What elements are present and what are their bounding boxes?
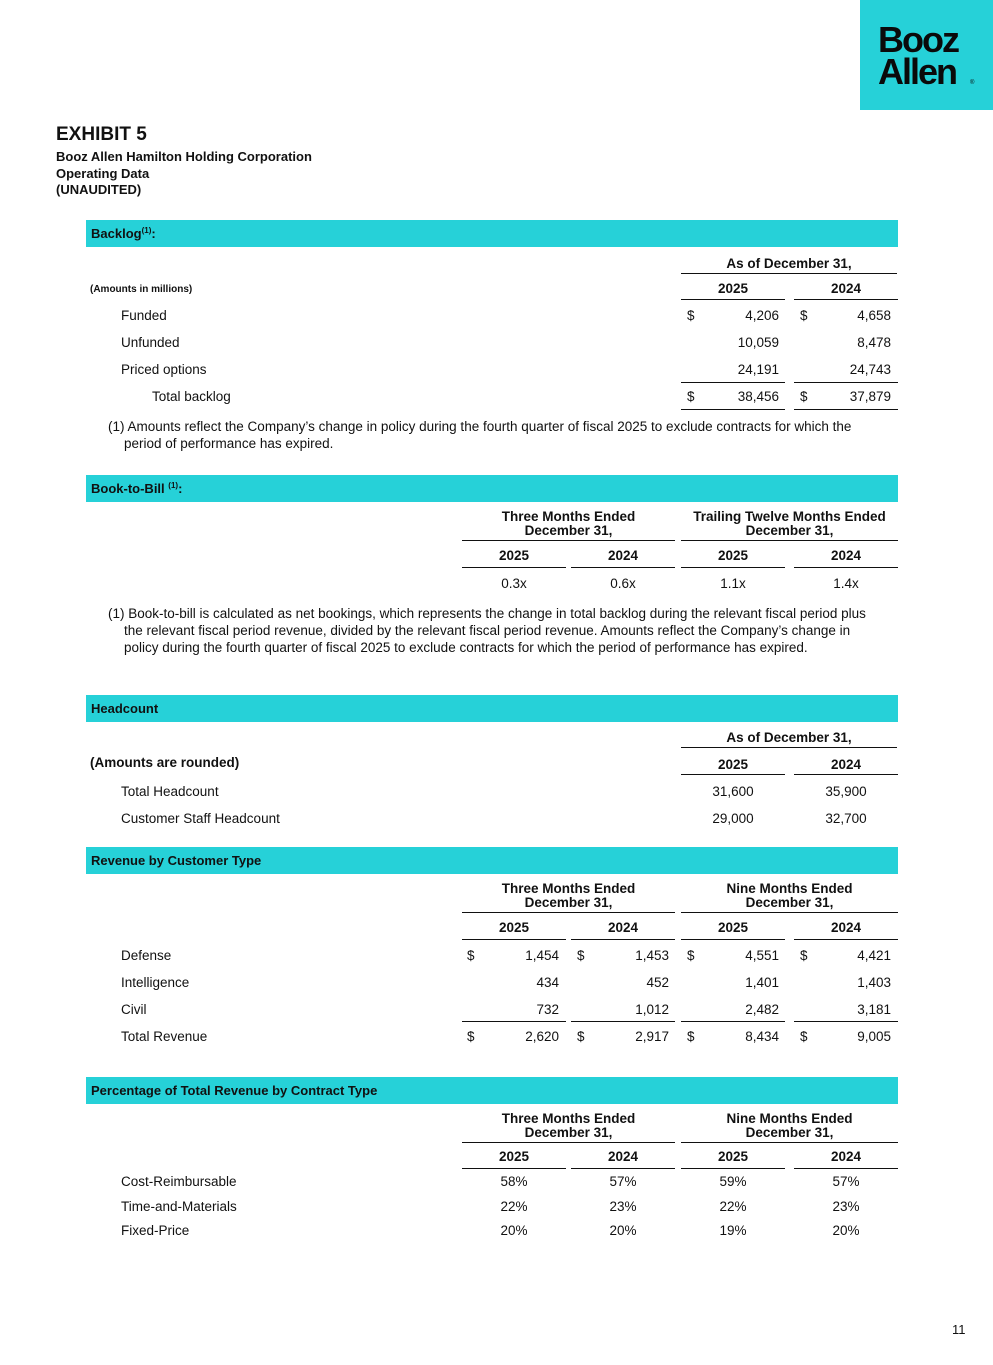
logo-word-booz: Booz [878, 19, 958, 60]
rev-value: 8,434 [745, 1029, 779, 1044]
backlog-period-header: As of December 31, [726, 256, 852, 271]
rev-col-header: 2025 [717, 920, 749, 935]
btb-col-header: 2025 [717, 548, 749, 563]
book-to-bill-footnote: (1) Book-to-bill is calculated as net bookings, which represents the change in total backlog during the relevant fiscal period plus the relevant fiscal period revenue, divided by the relevant fiscal period revenue. Amounts reflect the Company’s change in policy during the fourth quarter of fiscal 2025 to exclude contracts for which the period of performance has expired. [108, 606, 866, 655]
ct-value: 20% [500, 1223, 528, 1238]
row-label: Unfunded [121, 335, 180, 350]
headcount-col-2025: 2025 [717, 757, 749, 772]
rev-group2-rule [681, 912, 898, 913]
headcount-period-header: As of December 31, [726, 730, 852, 745]
backlog-col-2024: 2024 [830, 281, 862, 296]
value-2024: 35,900 [825, 784, 867, 799]
rev-value: 434 [536, 975, 559, 990]
btb-group1-line1: Three Months Ended [501, 509, 636, 524]
currency-symbol: $ [800, 308, 808, 323]
ct-group1-line1: Three Months Ended [501, 1111, 636, 1126]
ct-value: 22% [719, 1199, 747, 1214]
row-label: Customer Staff Headcount [121, 811, 280, 826]
currency-symbol: $ [577, 948, 585, 963]
btb-col-header: 2024 [607, 548, 639, 563]
value-2024: 4,658 [857, 308, 891, 323]
backlog-section-header [86, 220, 898, 247]
total-rule [681, 409, 785, 410]
backlog-col-2025: 2025 [717, 281, 749, 296]
subtotal-rule [571, 1021, 675, 1022]
backlog-title-colon: : [151, 226, 156, 241]
rev-value: 3,181 [857, 1002, 891, 1017]
btb-col-header: 2024 [830, 548, 862, 563]
logo-word-allen: Allen [878, 51, 957, 92]
ct-value: 19% [719, 1223, 747, 1238]
rev-col-rule [794, 939, 898, 940]
rev-group2-line2: December 31, [745, 895, 834, 910]
rev-col-header: 2024 [830, 920, 862, 935]
currency-symbol: $ [800, 389, 808, 404]
row-label: Civil [121, 1002, 147, 1017]
ct-value: 57% [832, 1174, 860, 1189]
rev-value: 2,620 [525, 1029, 559, 1044]
ct-col-header: 2024 [830, 1149, 862, 1164]
ct-col-rule [571, 1168, 675, 1169]
row-label: Time-and-Materials [121, 1199, 237, 1214]
rev-value: 1,453 [635, 948, 669, 963]
btb-group2-line2: December 31, [745, 523, 834, 538]
headcount-col-rule [794, 774, 898, 775]
backlog-col-rule [794, 299, 898, 300]
row-label: Funded [121, 308, 167, 323]
rev-value: 452 [646, 975, 669, 990]
btb-col-rule [794, 567, 898, 568]
rev-group2-line1: Nine Months Ended [726, 881, 853, 896]
btb-col-rule [681, 567, 785, 568]
contract-type-title: Percentage of Total Revenue by Contract Type [91, 1083, 378, 1098]
rev-col-rule [571, 939, 675, 940]
rev-value: 9,005 [857, 1029, 891, 1044]
row-label: Total backlog [152, 389, 231, 404]
ct-value: 20% [609, 1223, 637, 1238]
btb-col-rule [571, 567, 675, 568]
ct-col-rule [462, 1168, 566, 1169]
book-to-bill-title: Book-to-Bill [91, 481, 165, 496]
value-2024: 32,700 [825, 811, 867, 826]
currency-symbol: $ [687, 1029, 695, 1044]
ct-value: 23% [832, 1199, 860, 1214]
contract-type-section-header [86, 1077, 898, 1104]
value-2024: 8,478 [857, 335, 891, 350]
booz-allen-logo [860, 0, 993, 110]
btb-col-rule [462, 567, 566, 568]
headcount-col-2024: 2024 [830, 757, 862, 772]
btb-group1-line2: December 31, [524, 523, 613, 538]
rev-value: 732 [536, 1002, 559, 1017]
rev-group1-line1: Three Months Ended [501, 881, 636, 896]
btb-value: 0.6x [610, 576, 636, 591]
btb-group1-header [462, 510, 675, 538]
value-2024: 37,879 [849, 389, 891, 404]
subtotal-rule [794, 1021, 898, 1022]
rev-value: 2,482 [745, 1002, 779, 1017]
currency-symbol: $ [687, 948, 695, 963]
ct-group2-header [681, 1112, 898, 1140]
value-2025: 24,191 [737, 362, 779, 377]
rev-value: 4,551 [745, 948, 779, 963]
currency-symbol: $ [800, 948, 808, 963]
currency-symbol: $ [800, 1029, 808, 1044]
headcount-period-rule [681, 747, 897, 748]
ct-group1-rule [462, 1142, 675, 1143]
subtotal-rule [794, 382, 898, 383]
rev-value: 1,403 [857, 975, 891, 990]
headcount-amounts-label: (Amounts are rounded) [90, 755, 240, 770]
ct-value: 23% [609, 1199, 637, 1214]
value-2025: 10,059 [737, 335, 779, 350]
btb-group2-line1: Trailing Twelve Months Ended [693, 509, 886, 524]
backlog-amounts-label: (Amounts in millions) [90, 284, 193, 295]
book-to-bill-footnote-marker: (1) [168, 481, 179, 490]
ct-group1-header [462, 1112, 675, 1140]
company-name: Booz Allen Hamilton Holding Corporation [56, 149, 312, 164]
unaudited-label: (UNAUDITED) [56, 182, 142, 197]
ct-group2-line1: Nine Months Ended [726, 1111, 853, 1126]
currency-symbol: $ [467, 948, 475, 963]
ct-col-rule [794, 1168, 898, 1169]
backlog-period-rule [681, 273, 897, 274]
exhibit-title: EXHIBIT 5 [56, 124, 147, 145]
ct-value: 57% [609, 1174, 637, 1189]
ct-value: 59% [719, 1174, 747, 1189]
book-to-bill-title-colon: : [178, 481, 183, 496]
row-label: Cost-Reimbursable [121, 1174, 237, 1189]
total-rule [794, 409, 898, 410]
btb-value: 1.4x [833, 576, 859, 591]
currency-symbol: $ [687, 389, 695, 404]
book-to-bill-section-header [86, 475, 898, 502]
rev-col-header: 2025 [498, 920, 530, 935]
row-label: Fixed-Price [121, 1223, 190, 1238]
btb-col-header: 2025 [498, 548, 530, 563]
row-label: Priced options [121, 362, 207, 377]
value-2025: 4,206 [745, 308, 779, 323]
report-subtitle: Operating Data [56, 166, 150, 181]
currency-symbol: $ [577, 1029, 585, 1044]
btb-group2-header [681, 510, 898, 538]
ct-col-header: 2024 [607, 1149, 639, 1164]
page-number: 11 [952, 1322, 966, 1337]
ct-col-rule [681, 1168, 785, 1169]
ct-value: 20% [832, 1223, 860, 1238]
subtotal-rule [462, 1021, 566, 1022]
rev-col-rule [681, 939, 785, 940]
ct-group2-rule [681, 1142, 898, 1143]
row-label: Total Headcount [121, 784, 219, 799]
subtotal-rule [681, 382, 785, 383]
rev-col-rule [462, 939, 566, 940]
backlog-title: Backlog [91, 226, 142, 241]
logo-registered-mark: ® [970, 80, 975, 86]
btb-value: 1.1x [720, 576, 746, 591]
headcount-col-rule [681, 774, 785, 775]
backlog-footnote: (1) Amounts reflect the Company’s change in policy during the fourth quarter of fiscal 2025 to exclude contracts for which the period of performance has expired. [108, 419, 852, 451]
btb-value: 0.3x [501, 576, 527, 591]
backlog-col-rule [681, 299, 785, 300]
revenue-customer-title: Revenue by Customer Type [91, 853, 262, 868]
revenue-customer-section-header [86, 847, 898, 874]
rev-value: 1,401 [745, 975, 779, 990]
ct-value: 58% [500, 1174, 528, 1189]
rev-group1-header [462, 882, 675, 910]
btb-group1-rule [462, 540, 675, 541]
value-2025: 31,600 [712, 784, 754, 799]
currency-symbol: $ [687, 308, 695, 323]
value-2025: 29,000 [712, 811, 754, 826]
ct-col-header: 2025 [498, 1149, 530, 1164]
rev-value: 2,917 [635, 1029, 669, 1044]
ct-col-header: 2025 [717, 1149, 749, 1164]
ct-group1-line2: December 31, [524, 1125, 613, 1140]
rev-col-header: 2024 [607, 920, 639, 935]
rev-value: 4,421 [857, 948, 891, 963]
rev-group1-line2: December 31, [524, 895, 613, 910]
headcount-section-header [86, 695, 898, 722]
value-2025: 38,456 [737, 389, 779, 404]
btb-group2-rule [681, 540, 898, 541]
subtotal-rule [681, 1021, 785, 1022]
ct-group2-line2: December 31, [745, 1125, 834, 1140]
rev-value: 1,454 [525, 948, 559, 963]
currency-symbol: $ [467, 1029, 475, 1044]
value-2024: 24,743 [849, 362, 891, 377]
row-label: Intelligence [121, 975, 190, 990]
ct-value: 22% [500, 1199, 528, 1214]
headcount-title: Headcount [91, 701, 159, 716]
rev-value: 1,012 [635, 1002, 669, 1017]
rev-group2-header [681, 882, 898, 910]
rev-group1-rule [462, 912, 675, 913]
row-label: Defense [121, 948, 172, 963]
row-label: Total Revenue [121, 1029, 208, 1044]
backlog-footnote-marker: (1) [141, 226, 152, 235]
